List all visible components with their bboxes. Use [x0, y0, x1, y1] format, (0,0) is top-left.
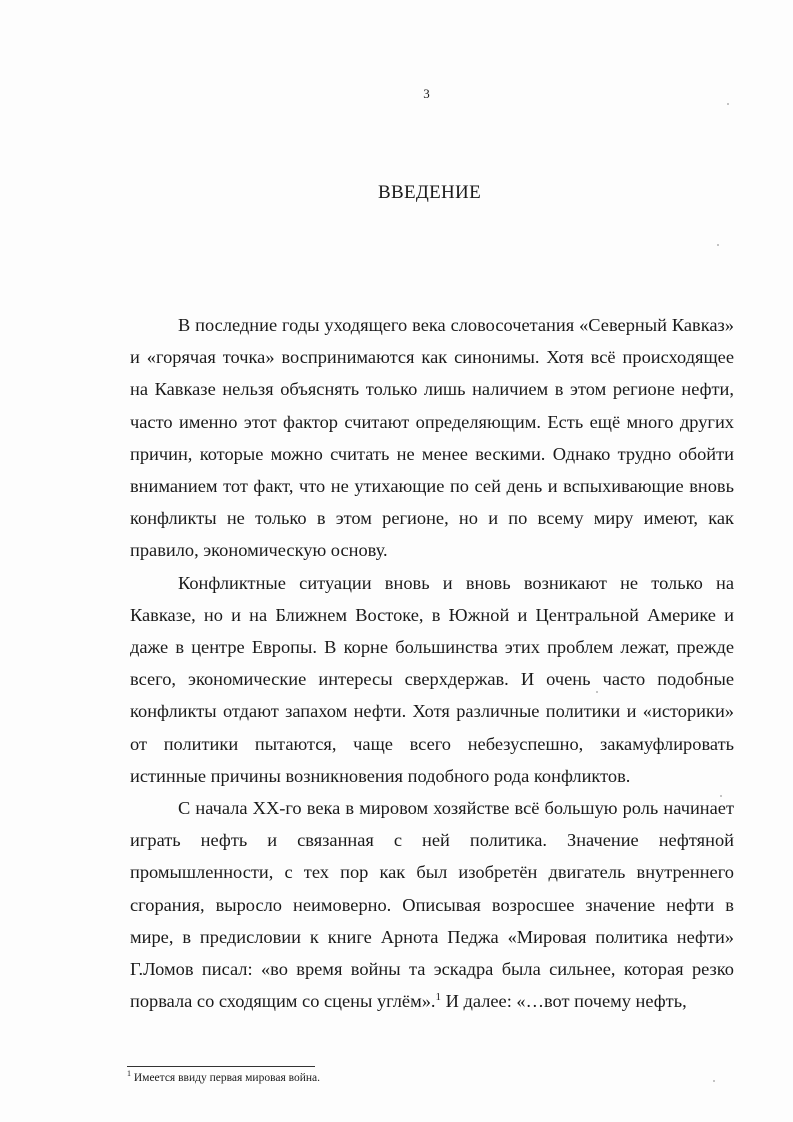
footnote-reference: 1	[435, 991, 442, 1004]
scan-speck	[717, 244, 719, 246]
body-text	[130, 309, 734, 1017]
paragraph-1: В последние годы уходящего века словосочетания «Северный Кавказ» и «горячая точка» воспринимаются как синонимы. Хотя всё происходящее на Кавказе нельзя объяснять только лишь наличием в этом регионе нефти, часто именно этот фактор считают определяющим. Есть ещё много других причин, которые можно считать не менее вескими. Однако трудно обойти вниманием тот факт, что не утихающие по сей день и вспыхивающие вновь конфликты не только в этом регионе, но и по всему миру имеют, как правило, экономическую основу.	[130, 315, 734, 561]
scan-speck	[727, 103, 729, 105]
paragraph-3	[130, 792, 734, 1017]
paragraph-3-text: С начала XX-го века в мировом хозяйстве всё большую роль начинает играть нефть и связанная с ней политика. Значение нефтяной промышленности, с тех пор как был изобретён двигатель внутреннего сгорания, выросло неимоверно. Описывая возросшее значение нефти в мире, в предисловии к книге Арнота Педжа «Мировая политика нефти» Г.Ломов писал: «во время войны та эскадра была сильнее, которая резко порвала со сходящим со сцены углём».	[130, 798, 734, 1012]
footnote-text: Имеется ввиду первая мировая война.	[131, 1072, 321, 1084]
paragraph-3-continuation: И далее: «…вот почему нефть,	[441, 991, 687, 1012]
footnote-divider	[127, 1066, 315, 1067]
page-number: 3	[423, 86, 430, 101]
footnote-marker: 1	[127, 1069, 131, 1079]
scan-speck	[720, 795, 722, 797]
paragraph-2: Конфликтные ситуации вновь и вновь возникают не только на Кавказе, но и на Ближнем Востоке, в Южной и Центральной Америке и даже в центре Европы. В корне большинства этих проблем лежат, прежде всего, экономические интересы сверхдержав. И очень часто подобные конфликты отдают запахом нефти. Хотя различные политики и «историки» от политики пытаются, чаще всего небезуспешно, закамуфлировать истинные причины возникновения подобного рода конфликтов.	[130, 572, 734, 786]
scan-speck	[596, 691, 598, 693]
section-heading: ВВЕДЕНИЕ	[378, 182, 481, 203]
footnote	[127, 1070, 727, 1086]
scan-speck	[713, 1080, 715, 1082]
